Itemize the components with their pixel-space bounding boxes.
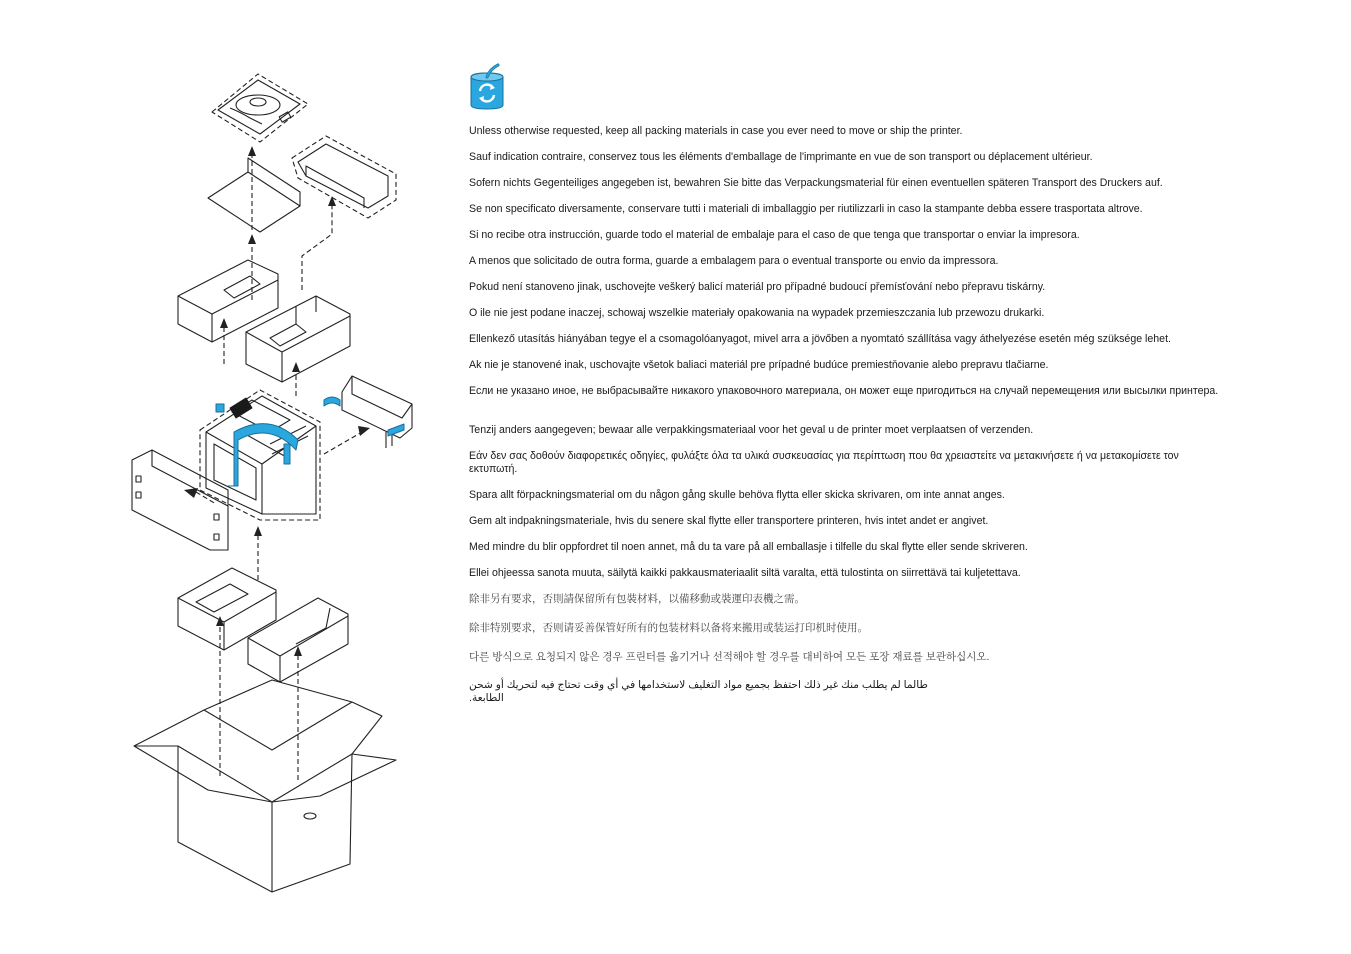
foam-insert-left [178,260,278,342]
note-da: Gem alt indpakningsmateriale, hvis du senere skal flytte eller transportere printeren, hvis intet andet er angivet. [469,515,989,527]
packaging-exploded-diagram [120,60,420,910]
blue-tape [216,397,404,486]
note-fi: Ellei ohjeessa sanota muuta, säilytä kaikki pakkausmateriaalit siltä varalta, että tulostinta on siirrettävä tai kuljetettava. [469,567,1021,579]
note-fr: Sauf indication contraire, conservez tous les éléments d'emballage de l'imprimante en vue de son transport ou déplacement ultérieur. [469,151,1093,163]
note-sk: Ak nie je stanovené inak, uschovajte všetok baliaci materiál pre prípadné budúce premiestňovanie alebo prepravu tlačiarne. [469,359,1049,371]
note-pl: O ile nie jest podane inaczej, schowaj wszelkie materiały opakowania na wypadek przemieszczania lub przewozu drukarki. [469,307,1045,319]
foam-insert-bottom-left [178,568,276,650]
note-de: Sofern nichts Gegenteiliges angegeben ist, bewahren Sie bitte das Verpackungsmaterial für einen eventuellen späteren Transport des Druckers auf. [469,177,1163,189]
cardboard-sheet [208,158,300,232]
note-en: Unless otherwise requested, keep all packing materials in case you ever need to move or ship the printer. [469,125,963,137]
shipping-box [134,680,396,892]
side-tray [292,136,396,218]
note-el: Εάν δεν σας δοθούν διαφορετικές οδηγίες, φυλάξτε όλα τα υλικά συσκευασίας για περίπτωση που θα χρειαστείτε να μετακινήσετε ή να μετακομίσετε τον εκτυπωτή. [469,450,1179,475]
note-zh-tw: 除非另有要求，否則請保留所有包裝材料，以備移動或裝運印表機之需。 [469,593,805,605]
note-it: Se non specificato diversamente, conservare tutti i materiali di imballaggio per riutilizzarli in caso la stampante debba essere trasportata altrove. [469,203,1143,215]
note-es: Si no recibe otra instrucción, guarde todo el material de embalaje para el caso de que tenga que transportar o enviar la impresora. [469,229,1080,241]
recycle-packaging-icon [468,63,506,111]
note-nl: Tenzij anders aangegeven; bewaar alle verpakkingsmateriaal voor het geval u de printer moet verplaatsen of verzenden. [469,424,1034,436]
note-ru: Если не указано иное, не выбрасывайте никакого упаковочного материала, он может еще пригодиться на случай перемещения или высылки принтера. [469,385,1219,397]
note-pt: A menos que solicitado de outra forma, guarde a embalagem para o eventual transporte ou envio da impressora. [469,255,999,267]
note-no: Med mindre du blir oppfordret til noen annet, må du ta vare på all emballasje i tilfelle du skal flytte eller sende skriveren. [469,541,1028,553]
assembly-arrows [196,154,362,780]
note-cs: Pokud není stanoveno jinak, uschovejte veškerý balicí materiál pro případné budoucí přemísťování nebo přepravu tiskárny. [469,281,1046,293]
foam-insert-bottom-right [248,598,348,682]
note-ko: 다른 방식으로 요청되지 않은 경우 프린터를 옮기거나 선적해야 할 경우를 대비하여 모든 포장 재료를 보관하십시오. [469,651,990,663]
note-hu: Ellenkező utasítás hiányában tegye el a csomagolóanyagot, mivel arra a jövőben a nyomtató szállítása vagy áthelyezése esetén még szüksége lehet. [469,333,1171,345]
note-sv: Spara allt förpackningsmaterial om du någon gång skulle behöva flytta eller skicka skrivaren, om inte annat anges. [469,489,1005,501]
note-ar: طالما لم يطلب منك غير ذلك احتفظ بجميع مواد التغليف لاستخدامها في أي وقت تحتاج فيه لتحريك أو شحن الطابعة. [469,679,928,704]
accessory-pack [212,74,308,142]
note-zh-cn: 除非特别要求，否则请妥善保管好所有的包装材料以备将来搬用或装运打印机时使用。 [469,622,868,634]
